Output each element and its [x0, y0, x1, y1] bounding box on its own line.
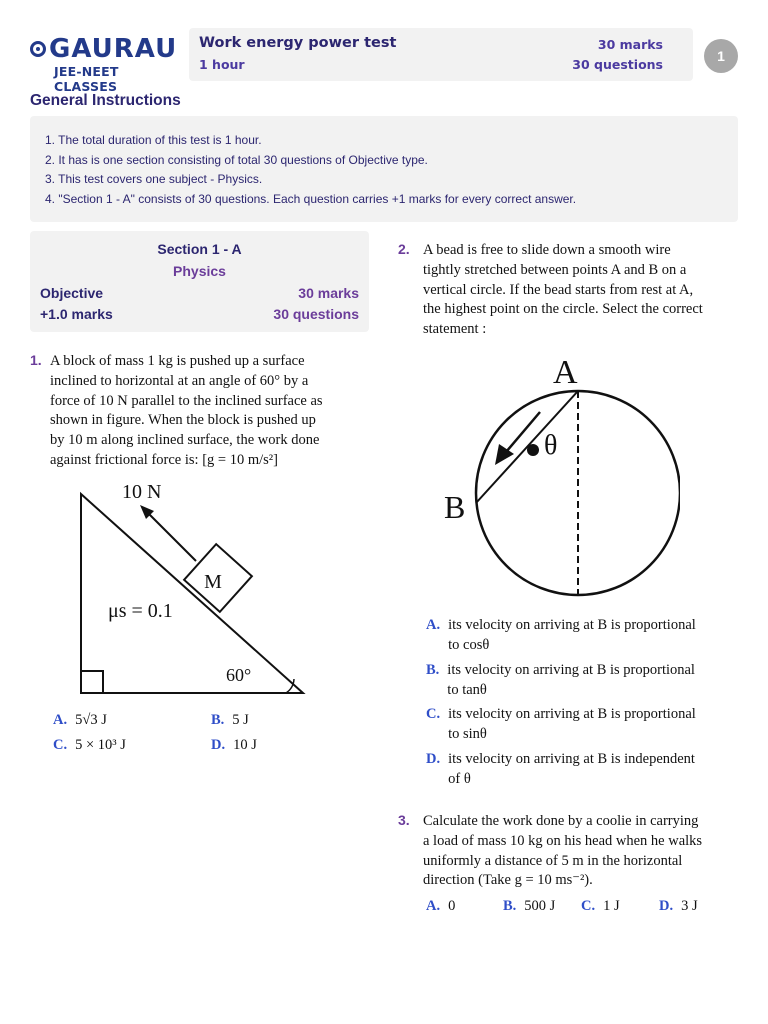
logo-mark-icon [30, 41, 46, 57]
question-2-text [423, 241, 743, 340]
option-b[interactable]: B. 5 J [211, 712, 249, 728]
test-header-card [189, 28, 693, 81]
right-angle-mark [81, 671, 103, 693]
wire-chord [476, 391, 578, 503]
bead [527, 444, 539, 456]
section-subject: Physics [173, 263, 226, 279]
question-number: 3. [398, 812, 410, 828]
incline-triangle [81, 494, 303, 693]
question-line: direction (Take g = 10 ms⁻²). [423, 872, 593, 889]
option-a[interactable]: A. 5√3 J [53, 712, 107, 728]
page-number-badge: 1 [704, 39, 738, 73]
question-line: tightly stretched between points A and B on a [423, 261, 687, 278]
question-line: vertical circle. If the bead starts from rest at A, [423, 281, 694, 298]
question-1-text [50, 352, 370, 471]
question-line: against frictional force is: [g = 10 m/s²] [50, 451, 278, 468]
force-arrow [146, 511, 196, 561]
instructions-title: General Instructions [30, 92, 181, 109]
question-line: statement : [423, 321, 487, 338]
question-line: force of 10 N parallel to the inclined surface as [50, 392, 323, 409]
instruction-item: 1. The total duration of this test is 1 hour. [45, 133, 262, 147]
instructions-box [30, 116, 738, 222]
test-duration: 1 hour [199, 57, 245, 72]
instruction-item: 2. It has is one section consisting of total 30 questions of Objective type. [45, 152, 428, 167]
section-marks: 30 marks [298, 285, 359, 301]
logo-subtitle: JEE-NEET CLASSES [54, 64, 119, 94]
test-total-marks: 30 marks [597, 37, 663, 52]
instruction-item: 3. This test covers one subject - Physics. [45, 172, 263, 186]
friction-label: μs = 0.1 [108, 600, 173, 622]
force-label: 10 N [122, 481, 162, 503]
option-c[interactable]: C. 1 J [581, 898, 620, 914]
section-marks-per-question: +1.0 marks [40, 306, 113, 322]
question-line: by 10 m along inclined surface, the work done [50, 432, 320, 449]
option-a[interactable]: A. its velocity on arriving at B is proportional to cosθ [426, 617, 696, 653]
option-c[interactable]: C. its velocity on arriving at B is proportional to sinθ [426, 706, 696, 742]
question-line: the highest point on the circle. Select the correct [423, 301, 703, 318]
option-d[interactable]: D. 10 J [211, 737, 257, 753]
question-3-text [423, 812, 743, 891]
question-number: 2. [398, 241, 410, 257]
question-line: a load of mass 10 kg on his head when he walks [423, 832, 703, 849]
circle-figure [440, 350, 680, 600]
logo-name: GAURAU [49, 34, 178, 64]
block-label: M [204, 571, 222, 593]
option-c[interactable]: C. 5 × 10³ J [53, 737, 126, 753]
incline-figure [70, 475, 315, 700]
brand-logo [30, 36, 180, 94]
point-a-label: A [553, 354, 578, 391]
question-line: inclined to horizontal at an angle of 60° by a [50, 372, 309, 389]
option-b[interactable]: B. 500 J [503, 898, 556, 914]
test-total-questions: 30 questions [572, 57, 663, 72]
test-title: Work energy power test [199, 35, 397, 51]
section-card [30, 231, 369, 332]
angle-label: 60° [226, 665, 252, 685]
instruction-item: 4. "Section 1 - A" consists of 30 questions. Each question carries +1 marks for every correct answer. [45, 191, 577, 206]
question-line: Calculate the work done by a coolie in carrying [423, 813, 699, 829]
question-line: uniformly a distance of 5 m in the horizontal [423, 852, 683, 869]
question-line: shown in figure. When the block is pushed up [50, 412, 316, 429]
section-name: Section 1 - A [157, 241, 242, 257]
option-d[interactable]: D. 3 J [659, 898, 698, 914]
section-question-type: Objective [40, 285, 104, 301]
section-question-count: 30 questions [273, 306, 359, 322]
option-b[interactable]: B. its velocity on arriving at B is proportional to tanθ [426, 662, 695, 698]
question-line: A bead is free to slide down a smooth wire [423, 242, 671, 258]
question-line: A block of mass 1 kg is pushed up a surface [50, 353, 305, 369]
option-a[interactable]: A. 0 [426, 898, 456, 914]
option-d[interactable]: D. its velocity on arriving at B is independent of θ [426, 751, 695, 787]
question-number: 1. [30, 352, 42, 368]
theta-label: θ [544, 430, 558, 461]
point-b-label: B [444, 489, 466, 525]
